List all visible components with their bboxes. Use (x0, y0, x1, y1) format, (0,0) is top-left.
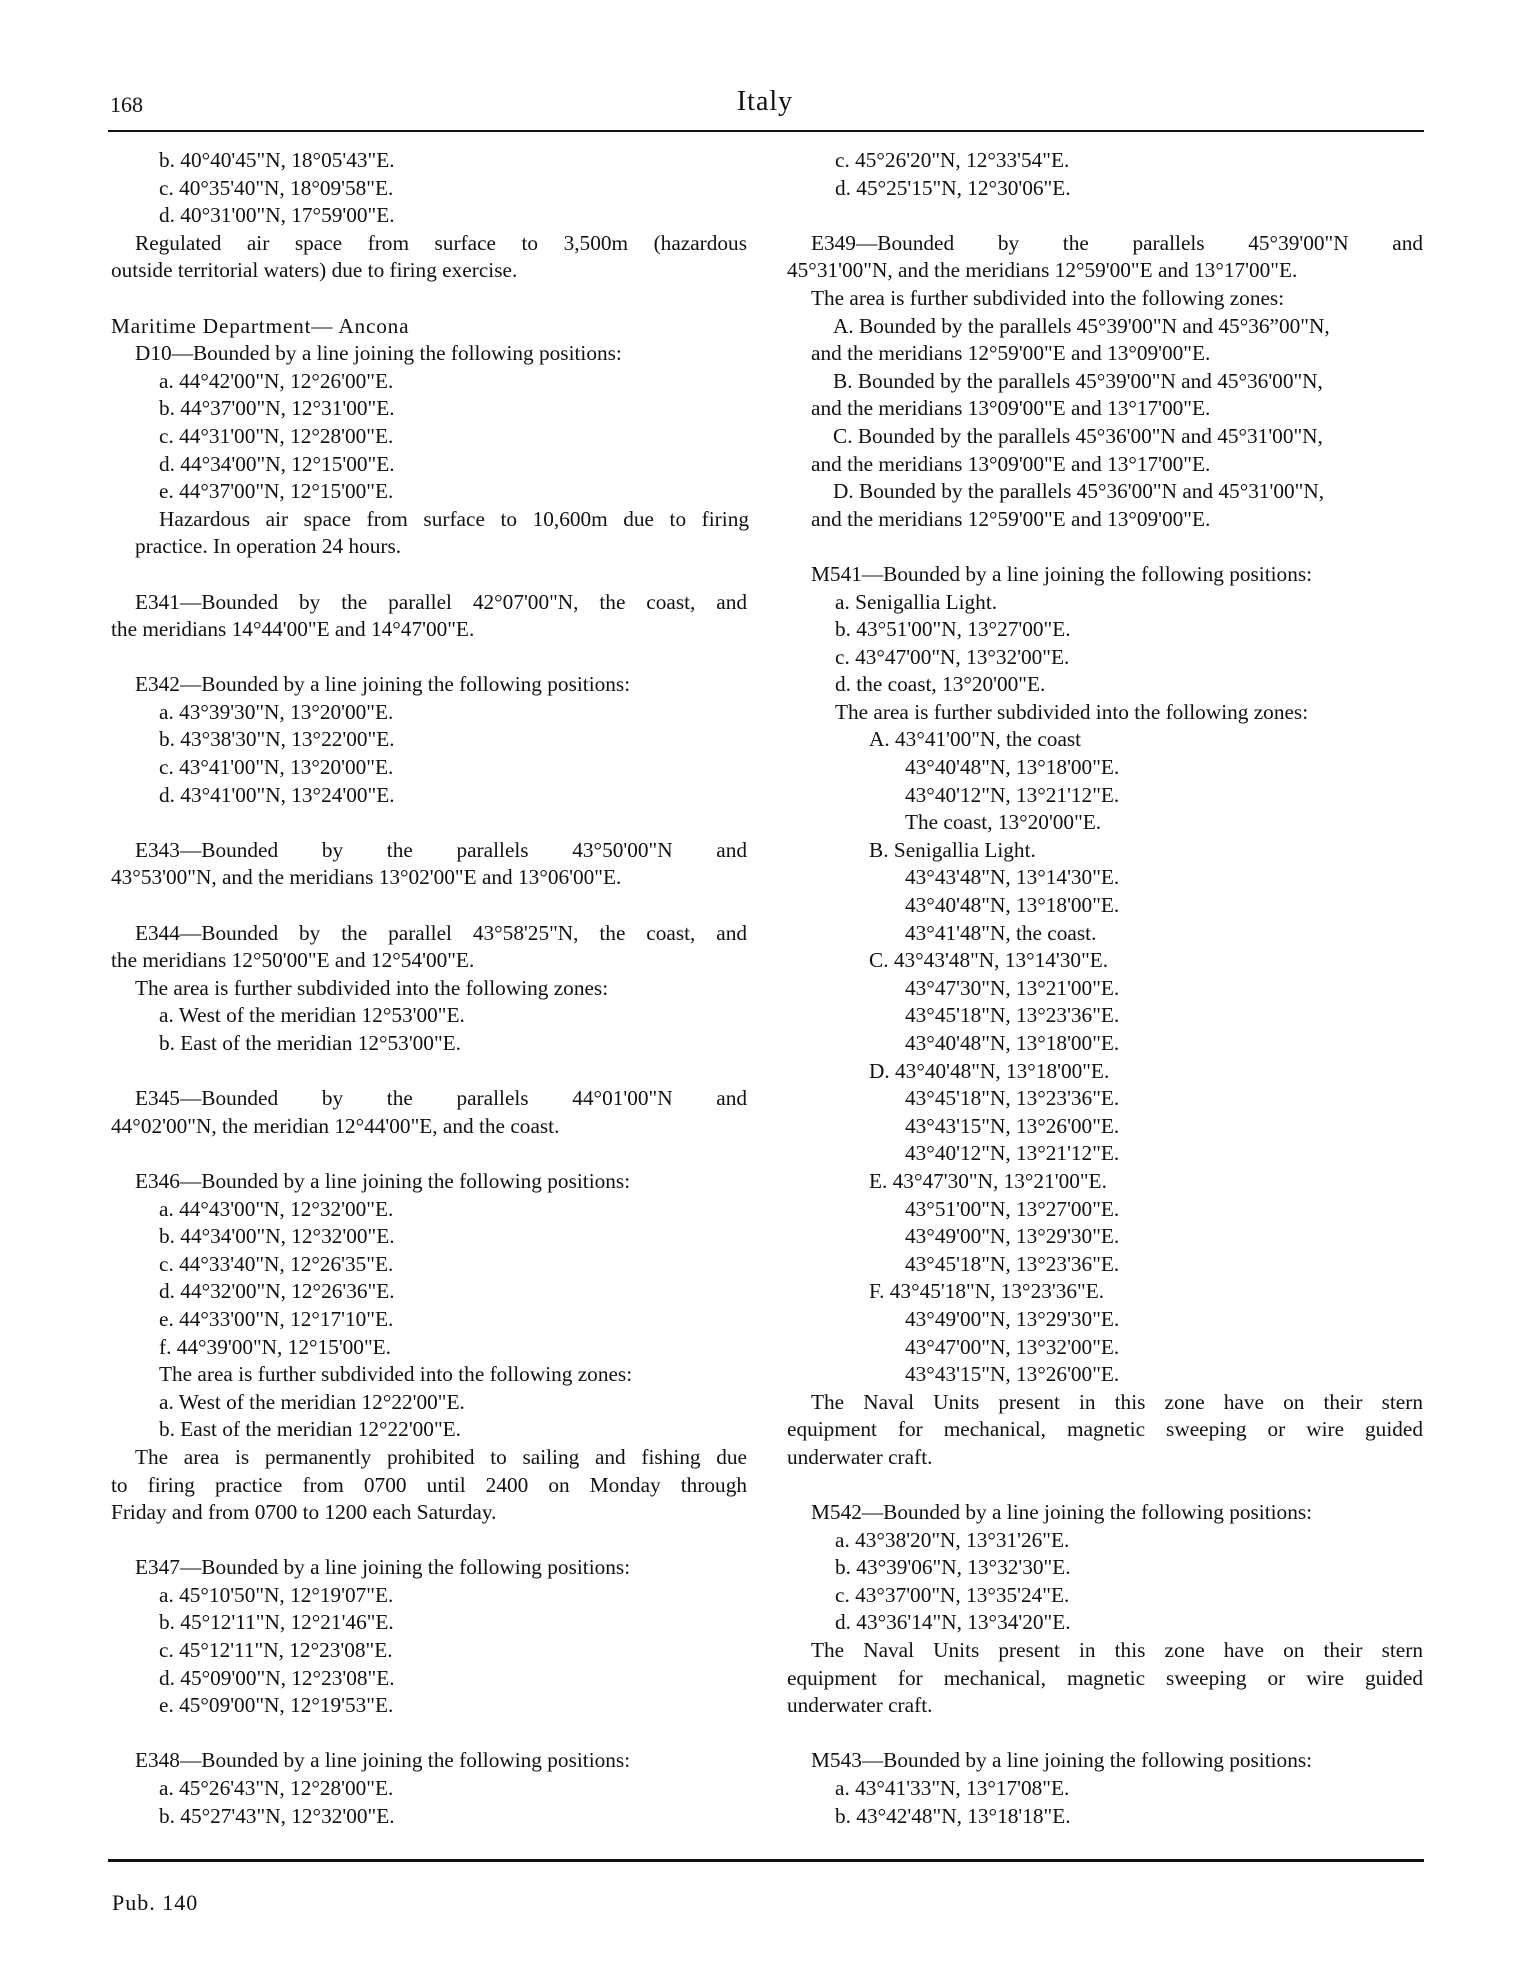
area-heading: E349—Bounded by the parallels 45°39'00"N and (811, 230, 1423, 255)
area-heading: M543—Bounded by a line joining the following positions: (811, 1748, 1313, 1773)
area-heading: E343—Bounded by the parallels 43°50'00"N and (135, 837, 747, 862)
list-item: A. Bounded by the parallels 45°39'00"N and 45°36”00"N, (833, 313, 1330, 338)
list-item: d. 45°25'15"N, 12°30'06"E. (835, 175, 1071, 200)
list-item: B. Bounded by the parallels 45°39'00"N and 45°36'00"N, (833, 368, 1323, 393)
header-rule (108, 130, 1424, 132)
list-item: d. 45°09'00"N, 12°23'08"E. (159, 1665, 395, 1690)
list-item: D. Bounded by the parallels 45°36'00"N and 45°31'00"N, (833, 479, 1325, 504)
section-heading: Maritime Department— Ancona (111, 313, 410, 338)
paragraph-line: The area is further subdivided into the following zones: (135, 975, 609, 1000)
paragraph-line: equipment for mechanical, magnetic sweeping or wire guided (787, 1665, 1423, 1690)
zone-position: The coast, 13°20'00"E. (905, 810, 1102, 835)
list-item: b. 43°38'30"N, 13°22'00"E. (159, 727, 395, 752)
list-item: a. 43°38'20"N, 13°31'26"E. (835, 1527, 1070, 1552)
list-item: C. Bounded by the parallels 45°36'00"N and 45°31'00"N, (833, 423, 1323, 448)
zone-position: 43°40'12"N, 13°21'12"E. (905, 1141, 1120, 1166)
paragraph-line: and the meridians 12°59'00"E and 13°09'00"E. (811, 506, 1211, 531)
list-item: d. 44°32'00"N, 12°26'36"E. (159, 1279, 395, 1304)
paragraph-line: to firing practice from 0700 until 2400 on Monday through (111, 1472, 747, 1497)
zone-position: 43°45'18"N, 13°23'36"E. (905, 1086, 1120, 1111)
zone-item: F. 43°45'18"N, 13°23'36"E. (869, 1279, 1105, 1304)
right-column (787, 147, 1423, 1830)
area-heading: D10—Bounded by a line joining the following positions: (135, 341, 622, 366)
paragraph-line: 43°53'00"N, and the meridians 13°02'00"E and 13°06'00"E. (111, 865, 622, 890)
area-heading: E345—Bounded by the parallels 44°01'00"N and (135, 1086, 747, 1111)
paragraph-line: underwater craft. (787, 1444, 933, 1469)
list-item: c. 43°41'00"N, 13°20'00"E. (159, 755, 394, 780)
zone-position: 43°41'48"N, the coast. (905, 920, 1097, 945)
area-heading: M542—Bounded by a line joining the following positions: (811, 1500, 1313, 1525)
list-item: b. 43°42'48"N, 13°18'18"E. (835, 1803, 1071, 1828)
zone-position: 43°45'18"N, 13°23'36"E. (905, 1251, 1120, 1276)
paragraph-line: the meridians 14°44'00"E and 14°47'00"E. (111, 617, 475, 642)
list-item: e. 44°37'00"N, 12°15'00"E. (159, 479, 394, 504)
paragraph-line: 44°02'00"N, the meridian 12°44'00"E, and the coast. (111, 1113, 560, 1138)
paragraph-line: The Naval Units present in this zone have on their stern (811, 1638, 1423, 1663)
paragraph-line: Friday and from 0700 to 1200 each Saturday. (111, 1500, 497, 1525)
list-item: b. 44°34'00"N, 12°32'00"E. (159, 1224, 395, 1249)
list-item: d. 44°34'00"N, 12°15'00"E. (159, 451, 395, 476)
list-item: b. East of the meridian 12°22'00"E. (159, 1417, 461, 1442)
paragraph-line: 45°31'00"N, and the meridians 12°59'00"E and 13°17'00"E. (787, 258, 1298, 283)
zone-item: E. 43°47'30"N, 13°21'00"E. (869, 1168, 1107, 1193)
list-item: d. 40°31'00"N, 17°59'00"E. (159, 203, 395, 228)
list-item: a. West of the meridian 12°53'00"E. (159, 1003, 465, 1028)
publication-footer: Pub. 140 (112, 1890, 199, 1915)
zone-position: 43°43'15"N, 13°26'00"E. (905, 1113, 1120, 1138)
page-title: Italy (736, 86, 794, 117)
paragraph-line: equipment for mechanical, magnetic sweeping or wire guided (787, 1417, 1423, 1442)
zone-position: 43°43'48"N, 13°14'30"E. (905, 865, 1120, 890)
paragraph-line: The area is further subdivided into the following zones: (811, 285, 1285, 310)
list-item: f. 44°39'00"N, 12°15'00"E. (159, 1334, 391, 1359)
zone-position: 43°45'18"N, 13°23'36"E. (905, 1003, 1120, 1028)
list-item: a. West of the meridian 12°22'00"E. (159, 1389, 465, 1414)
zone-position: 43°47'30"N, 13°21'00"E. (905, 975, 1120, 1000)
paragraph-line: and the meridians 12°59'00"E and 13°09'00"E. (811, 341, 1211, 366)
paragraph-line: The area is permanently prohibited to sailing and fishing due (135, 1444, 747, 1469)
footer-rule (108, 1859, 1424, 1862)
list-item: a. 43°39'30"N, 13°20'00"E. (159, 699, 394, 724)
area-heading: E341—Bounded by the parallel 42°07'00"N, the coast, and (135, 589, 747, 614)
list-item: a. Senigallia Light. (835, 589, 998, 614)
paragraph-line: and the meridians 13°09'00"E and 13°17'00"E. (811, 451, 1211, 476)
zone-item: C. 43°43'48"N, 13°14'30"E. (869, 948, 1109, 973)
paragraph-line: the meridians 12°50'00"E and 12°54'00"E. (111, 948, 475, 973)
paragraph-line: underwater craft. (787, 1693, 933, 1718)
list-item: d. the coast, 13°20'00"E. (835, 672, 1046, 697)
paragraph-line: The Naval Units present in this zone have on their stern (811, 1389, 1423, 1414)
area-heading: E347—Bounded by a line joining the following positions: (135, 1555, 631, 1580)
zone-position: 43°40'12"N, 13°21'12"E. (905, 782, 1120, 807)
list-item: c. 45°26'20"N, 12°33'54"E. (835, 148, 1070, 172)
list-item: a. 44°42'00"N, 12°26'00"E. (159, 368, 394, 393)
list-item: c. 45°12'11"N, 12°23'08"E. (159, 1638, 393, 1663)
list-item: d. 43°41'00"N, 13°24'00"E. (159, 782, 395, 807)
list-item: c. 44°33'40"N, 12°26'35"E. (159, 1251, 394, 1276)
area-heading: E348—Bounded by a line joining the following positions: (135, 1748, 631, 1773)
list-item: d. 43°36'14"N, 13°34'20"E. (835, 1610, 1071, 1635)
zone-position: 43°40'48"N, 13°18'00"E. (905, 1031, 1120, 1055)
paragraph-line: Regulated air space from surface to 3,500m (hazardous (135, 230, 747, 255)
list-item: a. 43°41'33"N, 13°17'08"E. (835, 1776, 1070, 1801)
area-heading: E346—Bounded by a line joining the following positions: (135, 1168, 631, 1193)
zone-position: 43°43'15"N, 13°26'00"E. (905, 1362, 1120, 1387)
list-item: b. 44°37'00"N, 12°31'00"E. (159, 396, 395, 421)
zone-position: 43°51'00"N, 13°27'00"E. (905, 1196, 1120, 1221)
paragraph-line: Hazardous air space from surface to 10,600m due to firing (159, 506, 749, 531)
area-heading: M541—Bounded by a line joining the following positions: (811, 561, 1313, 586)
zone-position: 43°49'00"N, 13°29'30"E. (905, 1224, 1120, 1249)
list-item: c. 40°35'40"N, 18°09'58"E. (159, 175, 394, 200)
list-item: a. 45°26'43"N, 12°28'00"E. (159, 1776, 394, 1801)
area-heading: E344—Bounded by the parallel 43°58'25"N, the coast, and (135, 920, 747, 945)
list-item: b. East of the meridian 12°53'00"E. (159, 1031, 461, 1055)
paragraph-line: outside territorial waters) due to firing exercise. (111, 258, 518, 283)
list-item: e. 45°09'00"N, 12°19'53"E. (159, 1693, 394, 1718)
list-item: b. 40°40'45"N, 18°05'43"E. (159, 148, 395, 172)
paragraph-line: The area is further subdivided into the following zones: (159, 1362, 633, 1387)
list-item: c. 43°47'00"N, 13°32'00"E. (835, 644, 1070, 669)
zone-item: D. 43°40'48"N, 13°18'00"E. (869, 1058, 1110, 1083)
list-item: a. 44°43'00"N, 12°32'00"E. (159, 1196, 394, 1221)
list-item: e. 44°33'00"N, 12°17'10"E. (159, 1306, 394, 1331)
list-item: a. 45°10'50"N, 12°19'07"E. (159, 1582, 394, 1607)
paragraph-line: practice. In operation 24 hours. (135, 534, 402, 559)
zone-position: 43°49'00"N, 13°29'30"E. (905, 1306, 1120, 1331)
page-number: 168 (110, 92, 143, 117)
list-item: c. 43°37'00"N, 13°35'24"E. (835, 1582, 1070, 1607)
list-item: b. 45°27'43"N, 12°32'00"E. (159, 1803, 395, 1828)
zone-position: 43°40'48"N, 13°18'00"E. (905, 893, 1120, 918)
paragraph-line: and the meridians 13°09'00"E and 13°17'00"E. (811, 396, 1211, 421)
list-item: c. 44°31'00"N, 12°28'00"E. (159, 423, 394, 448)
list-item: b. 43°39'06"N, 13°32'30"E. (835, 1555, 1071, 1580)
zone-position: 43°47'00"N, 13°32'00"E. (905, 1334, 1120, 1359)
zone-item: A. 43°41'00"N, the coast (869, 727, 1082, 752)
zone-position: 43°40'48"N, 13°18'00"E. (905, 755, 1120, 780)
paragraph-line: The area is further subdivided into the following zones: (835, 699, 1309, 724)
list-item: b. 45°12'11"N, 12°21'46"E. (159, 1610, 394, 1635)
zone-item: B. Senigallia Light. (869, 837, 1036, 862)
list-item: b. 43°51'00"N, 13°27'00"E. (835, 617, 1071, 642)
left-column (111, 147, 747, 1830)
area-heading: E342—Bounded by a line joining the following positions: (135, 672, 631, 697)
